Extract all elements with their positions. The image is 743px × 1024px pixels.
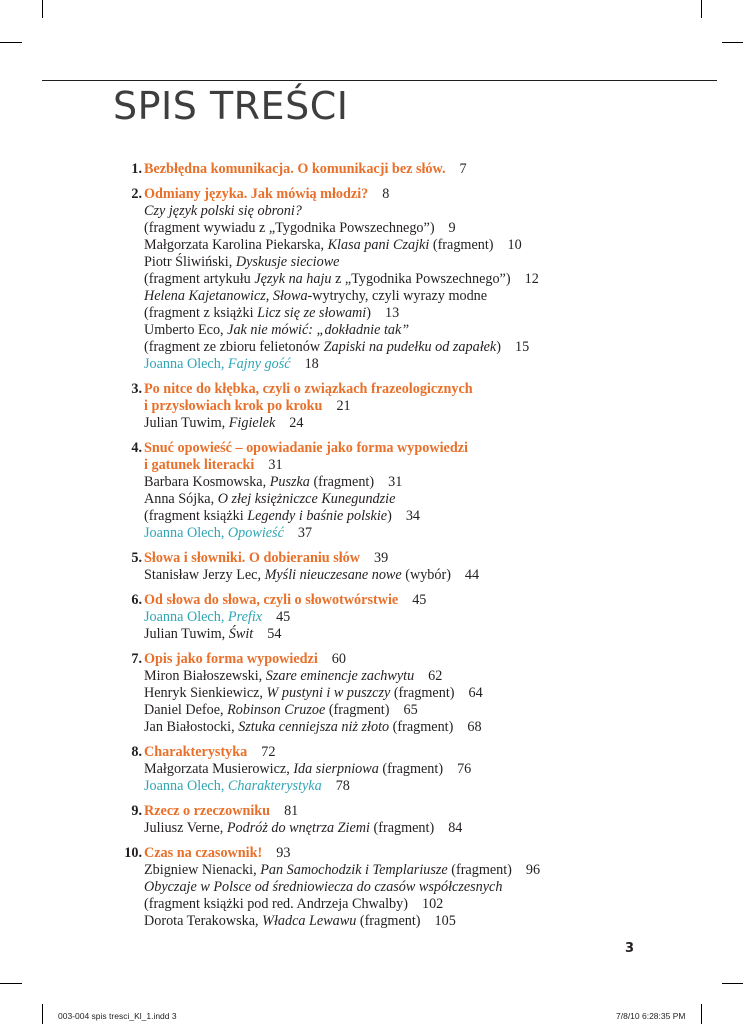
crop-mark-bottom-left (42, 1004, 43, 1024)
entry-text: Daniel Defoe, (144, 702, 228, 718)
page-ref: 8 (382, 186, 390, 202)
entry-text-suffix: (fragment) (356, 913, 421, 929)
toc-line (144, 271, 708, 288)
entry-text: Joanna Olech, (144, 525, 228, 541)
toc-line (144, 896, 708, 913)
toc-line (144, 626, 708, 643)
toc-line (144, 702, 708, 719)
entry-text: Henryk Sienkiewicz, (144, 685, 267, 701)
page-ref: 93 (276, 845, 291, 861)
chapter-number: 2. (131, 186, 142, 202)
entry-text-suffix: (wybór) (401, 567, 451, 583)
entry-body (144, 161, 708, 178)
page-ref: 31 (388, 474, 403, 490)
entry-body (144, 651, 708, 736)
toc-line (144, 651, 708, 668)
table-of-contents (108, 161, 708, 938)
chapter-title: i gatunek literacki (144, 457, 255, 473)
page-ref: 78 (335, 778, 350, 794)
entry-text-suffix: -wytrychy, czyli wyrazy modne (307, 288, 488, 304)
page-ref: 15 (514, 339, 530, 355)
entry-text: (fragment książki pod red. Andrzeja Chwalby) (144, 896, 408, 912)
entry-text: Stanisław Jerzy Lec, (144, 567, 265, 583)
toc-line (144, 550, 708, 567)
crop-mark-right-bottom (722, 983, 743, 984)
entry-text: (fragment z książki (144, 305, 258, 321)
entry-body (144, 845, 708, 930)
entry-title-italic: Zapiski na pudełku od zapałek (323, 339, 497, 355)
entry-body (144, 744, 708, 795)
entry-title-italic: Licz się ze słowami (257, 305, 367, 321)
entry-title-italic: Szare eminencje zachwytu (265, 668, 415, 684)
entry-text: (fragment ze zbioru felietonów (144, 339, 324, 355)
entry-text-suffix: (fragment) (447, 862, 512, 878)
entry-text: (fragment artykułu (144, 271, 255, 287)
entry-title-italic: Charakterystyka (227, 778, 322, 794)
entry-text-suffix: ) (496, 339, 501, 355)
entry-text: Julian Tuwim, (144, 626, 229, 642)
toc-entry (108, 651, 708, 736)
chapter-number: 5. (131, 550, 142, 566)
page-ref: 37 (297, 525, 313, 541)
page-ref: 13 (384, 305, 400, 321)
chapter-number: 7. (131, 651, 142, 667)
page-ref: 65 (403, 702, 418, 718)
toc-entry (108, 550, 708, 584)
entry-title-italic: Helena Kajetanowicz, Słowa (144, 288, 308, 304)
toc-entry (108, 161, 708, 178)
crop-mark-left-bottom (0, 983, 22, 984)
entry-title-italic: Obyczaje w Polsce od średniowiecza do czasów współczesnych (144, 879, 503, 895)
toc-line (144, 685, 708, 702)
entry-body (144, 381, 708, 432)
chapter-title: Odmiany języka. Jak mówią młodzi? (144, 186, 369, 202)
toc-line (144, 508, 708, 525)
entry-text-suffix: (fragment) (369, 820, 435, 836)
entry-title-italic: W pustyni i w puszczy (266, 685, 391, 701)
entry-text: Barbara Kosmowska, (144, 474, 270, 490)
page-ref: 96 (525, 862, 541, 878)
toc-line (144, 254, 708, 271)
chapter-number: 3. (131, 381, 142, 397)
crop-mark-right-top (722, 42, 743, 43)
slug-date: 7/8/10 6:28:35 PM (616, 1011, 686, 1021)
entry-text: Piotr Śliwiński, (144, 254, 236, 270)
entry-text: (fragment wywiadu z „Tygodnika Powszechnego”) (144, 220, 435, 236)
page-title: SPIS TREŚCI (113, 84, 349, 128)
crop-mark-bottom-right (701, 1004, 702, 1024)
entry-text: Joanna Olech, (144, 609, 228, 625)
page-ref: 21 (336, 398, 351, 414)
entry-title-italic: Władca Lewawu (262, 913, 357, 929)
entry-title-italic: Pan Samochodzik i Templariusze (260, 862, 448, 878)
toc-line (144, 288, 708, 305)
entry-title-italic: Klasa pani Czajki (327, 237, 430, 253)
chapter-title: Słowa i słowniki. O dobieraniu słów (144, 550, 361, 566)
toc-entry (108, 440, 708, 542)
toc-entry (108, 592, 708, 643)
page-ref: 68 (467, 719, 482, 735)
entry-text-suffix: (fragment) (325, 702, 390, 718)
entry-title-italic: Prefix (227, 609, 263, 625)
entry-text-suffix: (fragment) (309, 474, 375, 490)
toc-line (144, 339, 708, 356)
entry-body (144, 803, 708, 837)
toc-line (144, 381, 708, 398)
entry-text: Umberto Eco, (144, 322, 228, 338)
page-ref: 10 (507, 237, 522, 253)
crop-mark-top-right (701, 0, 702, 18)
toc-line (144, 820, 708, 837)
page-ref: 44 (464, 567, 480, 583)
entry-text: Zbigniew Nienacki, (144, 862, 261, 878)
chapter-number: 1. (131, 161, 142, 177)
chapter-title: Opis jako forma wypowiedzi (144, 651, 318, 667)
entry-text: Miron Białoszewski, (144, 668, 266, 684)
chapter-number: 4. (131, 440, 142, 456)
toc-line (144, 567, 708, 584)
entry-text: (fragment książki (144, 508, 248, 524)
entry-title-italic: Sztuka cenniejsza niż złoto (238, 719, 390, 735)
page-ref: 18 (304, 356, 319, 372)
entry-text: Małgorzata Karolina Piekarska, (144, 237, 328, 253)
entry-title-italic: Jak nie mówić: „dokładnie tak” (227, 322, 410, 338)
toc-line (144, 161, 708, 178)
page-ref: 24 (289, 415, 304, 431)
entry-title-italic: Opowieść (227, 525, 284, 541)
toc-entry (108, 803, 708, 837)
entry-title-italic: Podróż do wnętrza Ziemi (226, 820, 370, 836)
crop-mark-left-top (0, 42, 22, 43)
entry-title-italic: Figielek (228, 415, 276, 431)
entry-text-suffix: (fragment) (429, 237, 494, 253)
toc-line (144, 457, 708, 474)
entry-title-italic: O złej księżniczce Kunegundzie (217, 491, 396, 507)
header-rule (42, 80, 717, 81)
page-ref: 34 (405, 508, 421, 524)
toc-line (144, 491, 708, 508)
entry-text-suffix: (fragment) (390, 685, 455, 701)
chapter-title: Bezbłędna komunikacja. O komunikacji bez słów. (144, 161, 446, 177)
entry-body (144, 440, 708, 542)
page-ref: 12 (524, 271, 539, 287)
toc-line (144, 186, 708, 203)
chapter-number: 9. (131, 803, 142, 819)
entry-text: Jan Białostocki, (144, 719, 239, 735)
toc-line (144, 592, 708, 609)
toc-line (144, 668, 708, 685)
page-ref: 72 (261, 744, 276, 760)
entry-text: Juliusz Verne, (144, 820, 227, 836)
entry-body (144, 592, 708, 643)
toc-line (144, 474, 708, 491)
entry-title-italic: Myśli nieuczesane nowe (264, 567, 402, 583)
toc-line (144, 305, 708, 322)
entry-body (144, 186, 708, 373)
chapter-number: 6. (131, 592, 142, 608)
page-number: 3 (625, 941, 635, 956)
chapter-number: 8. (131, 744, 142, 760)
chapter-title: Po nitce do kłębka, czyli o związkach frazeologicznych (144, 381, 473, 397)
chapter-title: Snuć opowieść – opowiadanie jako forma wypowiedzi (144, 440, 468, 456)
toc-line (144, 525, 708, 542)
page-ref: 105 (434, 913, 456, 929)
entry-text-suffix: (fragment) (378, 761, 444, 777)
entry-text: Dorota Terakowska, (144, 913, 263, 929)
page-ref: 102 (421, 896, 444, 912)
toc-line (144, 803, 708, 820)
chapter-title: Czas na czasownik! (144, 845, 263, 861)
page-ref: 7 (459, 161, 467, 177)
toc-line (144, 356, 708, 373)
entry-title-italic: Robinson Cruzoe (227, 702, 326, 718)
page-ref: 84 (448, 820, 463, 836)
entry-text: Małgorzata Musierowicz, (144, 761, 294, 777)
page-ref: 81 (284, 803, 299, 819)
entry-title-italic: Puszka (269, 474, 310, 490)
toc-line (144, 778, 708, 795)
entry-title-italic: Legendy i baśnie polskie (247, 508, 388, 524)
toc-line (144, 761, 708, 778)
entry-title-italic: Fajny gość (227, 356, 291, 372)
toc-line (144, 913, 708, 930)
toc-line (144, 203, 708, 220)
entry-text: Anna Sójka, (144, 491, 218, 507)
entry-title-italic: Czy język polski się obroni? (144, 203, 302, 219)
page-ref: 54 (267, 626, 282, 642)
entry-title-italic: Ida sierpniowa (293, 761, 379, 777)
page-ref: 62 (428, 668, 443, 684)
entry-body (144, 550, 708, 584)
toc-line (144, 862, 708, 879)
crop-mark-top-left (42, 0, 43, 18)
toc-line (144, 237, 708, 254)
entry-text-suffix: z „Tygodnika Powszechnego”) (331, 271, 511, 287)
toc-line (144, 322, 708, 339)
toc-line (144, 845, 708, 862)
toc-line (144, 398, 708, 415)
page-ref: 76 (457, 761, 472, 777)
entry-text: Joanna Olech, (144, 778, 228, 794)
toc-line (144, 879, 708, 896)
page-ref: 39 (374, 550, 389, 566)
chapter-number: 10. (124, 845, 142, 861)
toc-line (144, 440, 708, 457)
page-ref: 31 (268, 457, 283, 473)
page-ref: 45 (276, 609, 291, 625)
toc-entry (108, 381, 708, 432)
chapter-title: i przysłowiach krok po kroku (144, 398, 323, 414)
entry-title-italic: Świt (228, 626, 254, 642)
chapter-title: Charakterystyka (144, 744, 248, 760)
chapter-title: Od słowa do słowa, czyli o słowotwórstwie (144, 592, 399, 608)
page-ref: 45 (412, 592, 427, 608)
toc-line (144, 719, 708, 736)
entry-text: Joanna Olech, (144, 356, 228, 372)
entry-text-suffix: (fragment) (389, 719, 454, 735)
entry-text-suffix: ) (387, 508, 392, 524)
entry-title-italic: Dyskusje sieciowe (235, 254, 340, 270)
toc-line (144, 415, 708, 432)
entry-text-suffix: ) (366, 305, 371, 321)
page-ref: 64 (468, 685, 483, 701)
entry-title-italic: Język na haju (254, 271, 332, 287)
page-ref: 9 (448, 220, 456, 236)
slug-file: 003-004 spis tresci_Kl_1.indd 3 (58, 1011, 177, 1021)
toc-entry (108, 744, 708, 795)
toc-entry (108, 845, 708, 930)
toc-line (144, 744, 708, 761)
toc-entry (108, 186, 708, 373)
chapter-title: Rzecz o rzeczowniku (144, 803, 271, 819)
toc-line (144, 220, 708, 237)
page-ref: 60 (331, 651, 346, 667)
toc-line (144, 609, 708, 626)
entry-text: Julian Tuwim, (144, 415, 229, 431)
